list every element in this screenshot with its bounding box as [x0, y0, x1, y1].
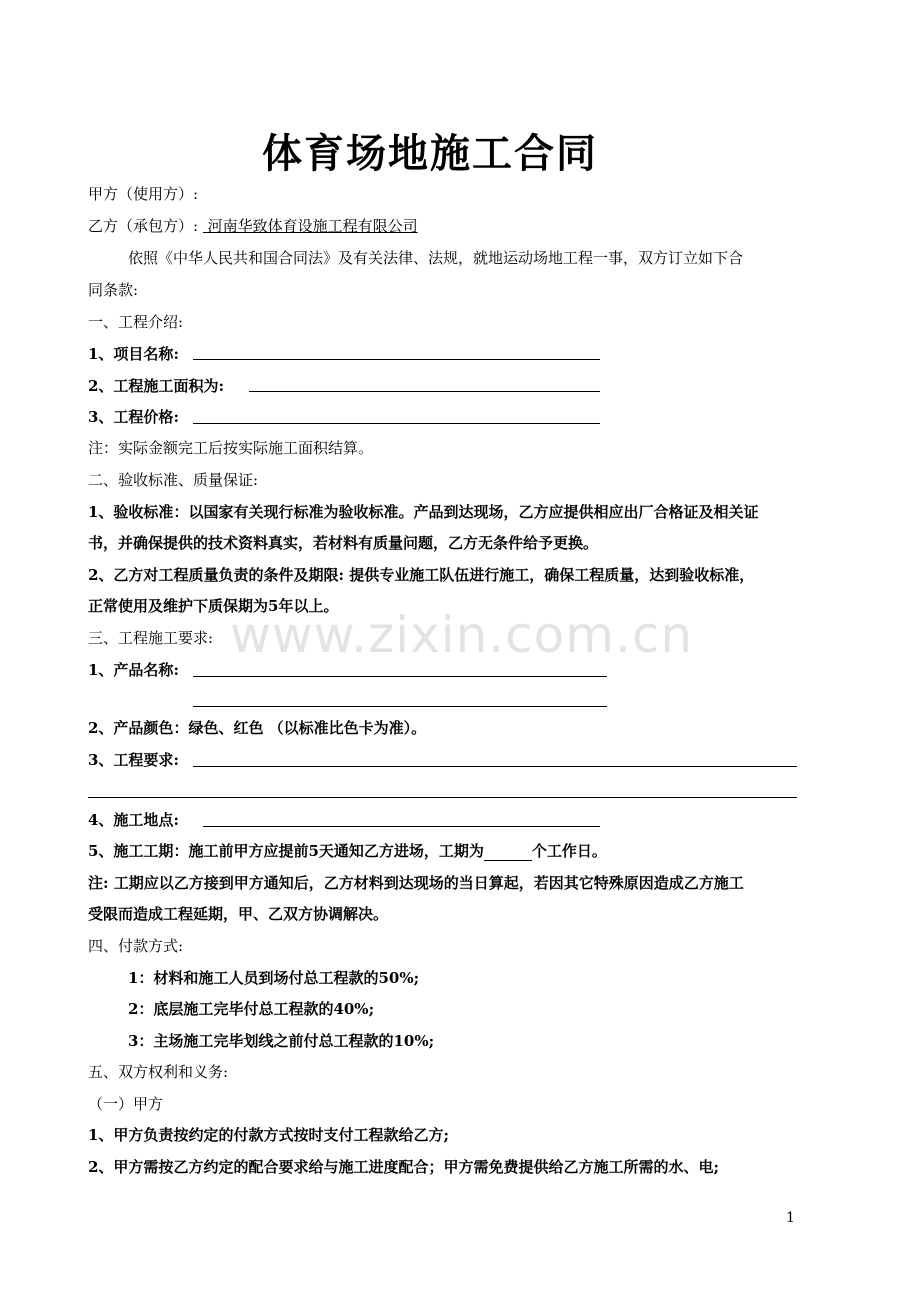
intro-line-2: 同条款: [88, 281, 139, 299]
project-price-label: 3、工程价格: [88, 408, 179, 426]
acceptance-1a: 1、验收标准：以国家有关现行标准为验收标准。产品到达现场，乙方应提供相应出厂合格证及相关证 [88, 503, 759, 521]
requirements-blank-1 [193, 766, 797, 767]
product-color-line: 2、产品颜色：绿色、红色 （以标准比色卡为准）。 [88, 719, 427, 737]
project-price-blank [193, 423, 600, 424]
project-name-blank [193, 359, 600, 360]
construction-period-line [88, 841, 607, 861]
product-name-blank-1 [193, 676, 607, 677]
construction-days-blank [484, 844, 532, 861]
party-a-duty-2: 2、甲方需按乙方约定的配合要求给与施工进度配合；甲方需免费提供给乙方施工所需的水、电; [88, 1158, 719, 1176]
construction-period-text: 5、施工工期：施工前甲方应提前5天通知乙方进场，工期为 [88, 842, 484, 860]
party-b-label: 乙方（承包方）: [88, 217, 199, 235]
section-2-heading: 二、验收标准、质量保证: [88, 471, 259, 489]
section-3-heading: 三、工程施工要求: [88, 629, 214, 647]
requirements-blank-2 [88, 797, 797, 798]
watermark: www.zixin.com.cn [230, 606, 694, 664]
acceptance-2b: 正常使用及维护下质保期为5年以上。 [88, 597, 339, 615]
page-number: 1 [786, 1210, 795, 1226]
requirements-label: 3、工程要求: [88, 751, 179, 769]
site-blank [203, 826, 600, 827]
intro-line-1: 依照《中华人民共和国合同法》及有关法律、法规，就地运动场地工程一事，双方订立如下合 [128, 249, 744, 267]
site-label: 4、施工地点: [88, 811, 179, 829]
section-1-heading: 一、工程介绍: [88, 313, 184, 331]
construction-period-suffix: 个工作日。 [531, 842, 607, 860]
document-title: 体育场地施工合同 [262, 130, 598, 177]
section-5-heading: 五、双方权利和义务: [88, 1063, 229, 1081]
party-b-line [88, 216, 418, 236]
project-name-label: 1、项目名称: [88, 345, 179, 363]
note-period-a: 注: 工期应以乙方接到甲方通知后，乙方材料到达现场的当日算起，若因其它特殊原因造成乙方施工 [88, 874, 744, 892]
sub-heading-party-a: （一）甲方 [88, 1095, 164, 1113]
acceptance-2a: 2、乙方对工程质量负责的条件及期限: 提供专业施工队伍进行施工，确保工程质量，达到验收标准， [88, 566, 755, 584]
party-b-name: 河南华致体育设施工程有限公司 [207, 217, 418, 235]
section-4-heading: 四、付款方式: [88, 937, 184, 955]
payment-item-3: 3：主场施工完毕划线之前付总工程款的10%; [128, 1032, 435, 1050]
construction-area-blank [249, 391, 600, 392]
product-name-blank-2 [193, 706, 607, 707]
note-period-b: 受限而造成工程延期，甲、乙双方协调解决。 [88, 905, 389, 923]
note-settlement: 注：实际金额完工后按实际施工面积结算。 [88, 439, 374, 457]
acceptance-1b: 书，并确保提供的技术资料真实，若材料有质量问题，乙方无条件给予更换。 [88, 534, 599, 552]
party-a-line: 甲方（使用方）: [88, 185, 199, 203]
product-name-label: 1、产品名称: [88, 661, 179, 679]
party-a-duty-1: 1、甲方负责按约定的付款方式按时支付工程款给乙方; [88, 1126, 449, 1144]
payment-item-1: 1：材料和施工人员到场付总工程款的50%; [128, 969, 420, 987]
payment-item-2: 2：底层施工完毕付总工程款的40%; [128, 1000, 375, 1018]
construction-area-label: 2、工程施工面积为: [88, 377, 224, 395]
